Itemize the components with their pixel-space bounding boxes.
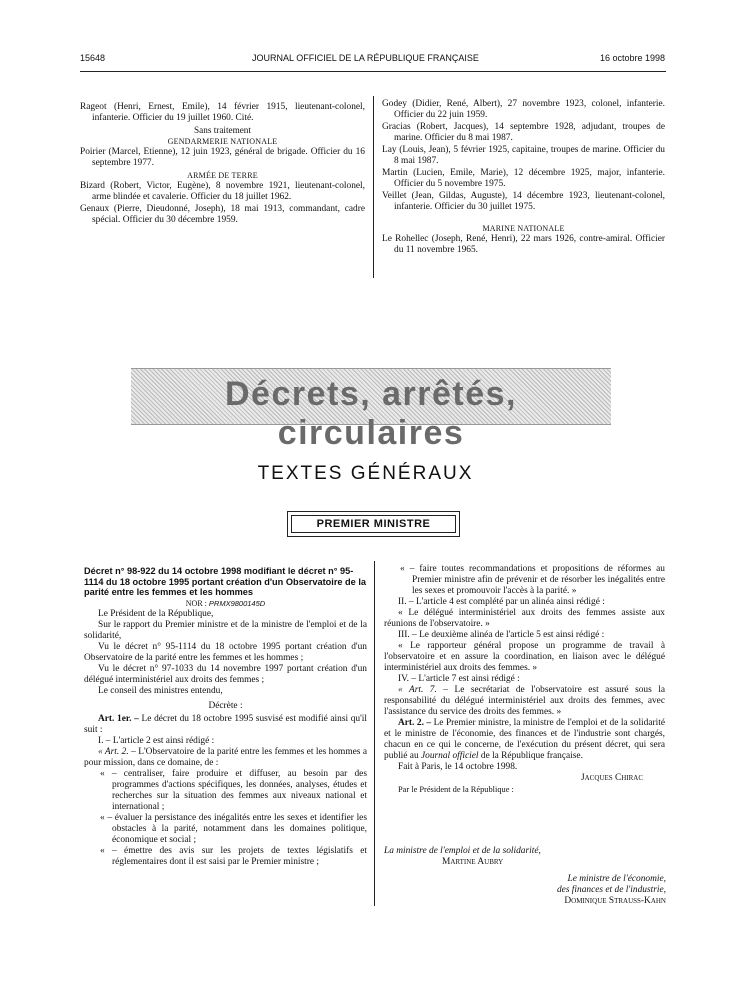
article-2-text-italic: Journal officiel bbox=[420, 751, 479, 761]
entry-genaux: Genaux (Pierre, Dieudonné, Joseph), 18 mai 1913, commandant, cadre spécial. Officier du 30 décembre 1959. bbox=[80, 204, 365, 225]
journal-title: JOURNAL OFFICIEL DE LA RÉPUBLIQUE FRANÇAISE bbox=[252, 53, 479, 63]
article-2-text-a: Le Premier ministre, la ministre de l'emploi et de la solidarité et le ministre de l'économie, des finances et de l'industrie sont chargés, chacun en ce qui le concerne, de l'exécution du présent décret, qui sera publié au bbox=[384, 718, 665, 761]
item-IV: IV. – L'article 7 est ainsi rédigé : bbox=[398, 674, 520, 684]
ministry-label: PREMIER MINISTRE bbox=[291, 515, 456, 533]
column-divider-bottom bbox=[374, 561, 375, 906]
header-date: 16 octobre 1998 bbox=[599, 53, 665, 63]
column-divider-top bbox=[373, 96, 374, 278]
bullet-4: « – faire toutes recommandations et propositions de réformes au Premier ministre afin de prévenir et de résorber les inégalités entre les sexes et promouvoir l'accès à la parité. » bbox=[400, 564, 665, 596]
article-2-quote bbox=[84, 747, 367, 769]
heading-armee-terre: ARMÉE DE TERRE bbox=[187, 171, 258, 180]
minister-emploi-name: Martine Aubry bbox=[442, 857, 504, 867]
item-II: II. – L'article 4 est complété par un alinéa ainsi rédigé : bbox=[398, 597, 605, 607]
decree-p3: Vu le décret n° 95-1114 du 18 octobre 1995 portant création d'un Observatoire de la parité entre les femmes et les hommes ; bbox=[84, 641, 367, 663]
banner-title: Décrets, arrêtés, circulaires bbox=[224, 375, 517, 452]
entry-godey: Godey (Didier, René, Albert), 27 novembre 1923, colonel, infanterie. Officier du 22 juin 1959. bbox=[382, 99, 665, 120]
quote-II: « Le délégué interministériel aux droits des femmes assiste aux réunions de l'observatoire. » bbox=[384, 608, 665, 629]
article-1 bbox=[84, 714, 367, 736]
item-I: I. – L'article 2 est ainsi rédigé : bbox=[98, 735, 215, 746]
decree-left-column bbox=[84, 566, 367, 868]
minister-eco-title-2: des finances et de l'industrie, bbox=[556, 885, 666, 895]
entry-martin: Martin (Lucien, Emile, Marie), 12 décembre 1925, major, infanterie. Officier du 5 novembre 1975. bbox=[382, 168, 665, 189]
decree-p1: Le Président de la République, bbox=[98, 608, 214, 619]
quote-IV-label: « Art. 7. – bbox=[398, 685, 448, 695]
heading-sans-traitement: Sans traitement bbox=[194, 125, 251, 135]
done-at: Fait à Paris, le 14 octobre 1998. bbox=[398, 762, 518, 772]
article-2-label: Art. 2. – bbox=[398, 718, 432, 728]
bullet-1: « – centraliser, faire produire et diffuser, au besoin par des programmes d'actions spécifiques, les données, analyses, études et recherches sur la situation des femmes aux niveaux national et international ; bbox=[100, 768, 367, 812]
article-2-quote-text: L'Observatoire de la parité entre les femmes et les hommes a pour mission, dans ce domaine, de : bbox=[84, 746, 368, 768]
article-2 bbox=[384, 718, 665, 762]
decree-p2: Sur le rapport du Premier ministre et de la ministre de l'emploi et de la solidarité, bbox=[84, 619, 367, 641]
nor-code: PRMX9800145D bbox=[208, 598, 266, 608]
entry-rageot: Rageot (Henri, Ernest, Emile), 14 février 1915, lieutenant-colonel, infanterie. Officier du 19 juillet 1960. Cité. bbox=[80, 102, 365, 123]
minister-eco-title-1: Le ministre de l'économie, bbox=[567, 874, 666, 884]
quote-III: « Le rapporteur général propose un programme de travail à l'observatoire et en assure la coordination, en liaison avec le délégué interministériel aux droits des femmes. » bbox=[384, 641, 665, 673]
item-III: III. – Le deuxième alinéa de l'article 5 est ainsi rédigé : bbox=[398, 630, 605, 640]
decree-right-column bbox=[384, 564, 665, 795]
nor-line bbox=[84, 598, 367, 609]
entry-rohellec: Le Rohellec (Joseph, René, Henri), 22 mars 1926, contre-amiral. Officier du 11 novembre 1965. bbox=[382, 234, 665, 255]
article-1-label: Art. 1er. – bbox=[98, 713, 139, 724]
decree-decrete: Décrète : bbox=[208, 700, 243, 711]
heading-marine: MARINE NATIONALE bbox=[482, 224, 565, 233]
heading-gendarmerie: GENDARMERIE NATIONALE bbox=[167, 137, 278, 146]
quote-IV bbox=[384, 685, 665, 718]
nor-label: NOR : bbox=[185, 598, 207, 608]
decree-p4: Vu le décret n° 97-1033 du 14 novembre 1997 portant création d'un délégué interministériel aux droits des femmes ; bbox=[84, 663, 367, 685]
signature-block bbox=[384, 846, 674, 907]
top-right-column bbox=[382, 99, 665, 257]
section-banner bbox=[131, 368, 611, 452]
page-number: 15648 bbox=[80, 53, 106, 63]
by-president: Par le Président de la République : bbox=[398, 785, 514, 794]
minister-emploi-title: La ministre de l'emploi et de la solidarité, bbox=[384, 846, 541, 856]
entry-gracias: Gracias (Robert, Jacques), 14 septembre 1928, adjudant, troupes de marine. Officier du 8 mai 1987. bbox=[382, 122, 665, 143]
entry-poirier: Poirier (Marcel, Etienne), 12 juin 1923, général de brigade. Officier du 16 septembre 1977. bbox=[80, 147, 365, 168]
section-title: TEXTES GÉNÉRAUX bbox=[257, 463, 474, 484]
entry-veillet: Veillet (Jean, Gildas, Auguste), 14 décembre 1923, lieutenant-colonel, infanterie. Officier du 30 juillet 1975. bbox=[382, 191, 665, 212]
header-rule bbox=[80, 71, 666, 72]
article-2-text-b: de la République française. bbox=[480, 751, 583, 761]
entry-bizard: Bizard (Robert, Victor, Eugène), 8 novembre 1921, lieutenant-colonel, arme blindée et cavalerie. Officier du 18 juillet 1962. bbox=[80, 181, 365, 202]
decree-title: Décret n° 98-922 du 14 octobre 1998 modifiant le décret n° 95-1114 du 18 octobre 1995 portant création d'un Observatoire de la parité entre les femmes et les hommes bbox=[84, 566, 366, 597]
minister-eco-name: Dominique Strauss-Kahn bbox=[564, 896, 666, 906]
top-left-column bbox=[80, 102, 365, 227]
article-2-quote-label: « Art. 2. – bbox=[98, 746, 136, 757]
article-1-text: Le décret du 18 octobre 1995 susvisé est modifié ainsi qu'il suit : bbox=[84, 713, 368, 735]
signature-president: Jacques Chirac bbox=[580, 773, 643, 783]
entry-lay: Lay (Louis, Jean), 5 février 1925, capitaine, troupes de marine. Officier du 8 mai 1987. bbox=[382, 145, 665, 166]
ministry-box bbox=[287, 511, 460, 537]
bullet-2: « – évaluer la persistance des inégalités entre les sexes et identifier les obstacles à la parité, notamment dans les domaines politique, économique et social ; bbox=[100, 812, 367, 845]
quote-IV-text: Le secrétariat de l'observatoire est assuré sous la responsabilité du délégué interministériel aux droits des femmes, avec l'assistance du service des droits des femmes. » bbox=[384, 685, 665, 717]
decree-p5: Le conseil des ministres entendu, bbox=[98, 685, 223, 696]
bullet-3: « – émettre des avis sur les projets de textes législatifs et réglementaires dont il est saisi par le Premier ministre ; bbox=[100, 845, 367, 867]
